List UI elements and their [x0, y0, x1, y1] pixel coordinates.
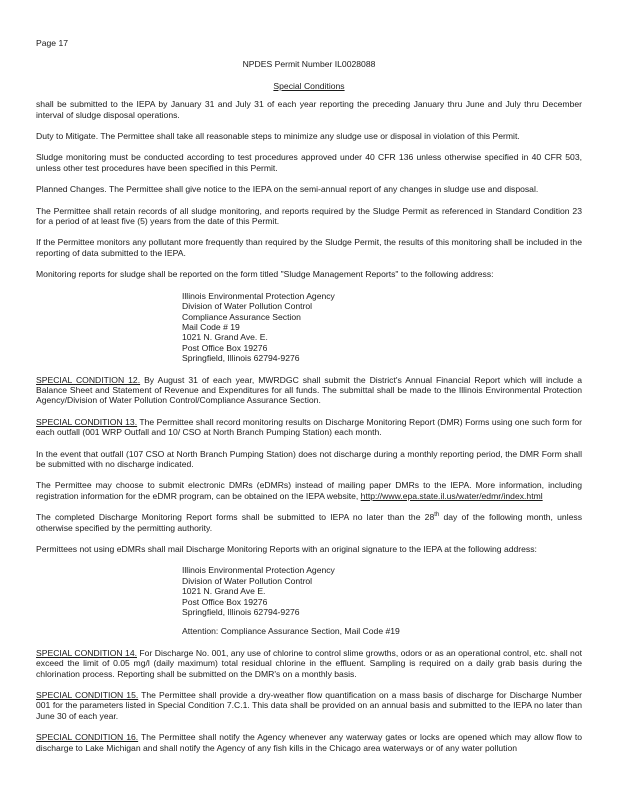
attention-line: Attention: Compliance Assurance Section, Mail Code #19 — [182, 626, 400, 637]
special-condition-14-label: SPECIAL CONDITION 14. — [36, 647, 137, 658]
special-condition-12-text: By August 31 of each year, MWRDGC shall submit the District's Annual Financial Report which will include a Balance Sheet and Statement of Revenue and Expenditures for all funds. The submittal shall be made to the Illinois Environmental Protection Agency/Division of Water Pollution Control/Compliance Assurance Section. — [36, 374, 582, 406]
special-condition-14 — [36, 648, 582, 679]
paragraph-mail-dmr: Permittees not using eDMRs shall mail Discharge Monitoring Reports with an original signature to the IEPA at the following address: — [36, 544, 537, 554]
address-line: Illinois Environmental Protection Agency — [182, 290, 335, 301]
paragraph-extra-monitoring: If the Permittee monitors any pollutant more frequently than required by the Sludge Permit, the results of this monitoring shall be included in the reporting of data submitted to the IEPA. — [36, 237, 582, 258]
special-condition-16-text: The Permittee shall notify the Agency whenever any waterway gates or locks are opened which may allow flow to discharge to Lake Michigan and shall notify the Agency of any fish kills in the Chicago area waterways or of any water pollution — [36, 732, 582, 753]
dmr-deadline-text-b: day of the following month, unless otherwise specified by the permitting authority. — [36, 512, 582, 533]
special-condition-13 — [36, 417, 582, 438]
address-line: 1021 N. Grand Ave E. — [182, 586, 266, 597]
special-condition-15 — [36, 690, 582, 721]
paragraph-duty-to-mitigate: Duty to Mitigate. The Permittee shall take all reasonable steps to minimize any sludge use or disposal in violation of this Permit. — [36, 131, 520, 142]
address-line: Division of Water Pollution Control — [182, 575, 313, 586]
permit-title: NPDES Permit Number IL0028088 — [242, 59, 376, 70]
address-line: Springfield, Illinois 62794-9276 — [182, 607, 300, 618]
special-condition-15-text: The Permittee shall provide a dry-weather flow quantification on a mass basis of discharge for Discharge Number 001 for the parameters listed in Special Condition 7.C.1. This data shall be provided on an annual basis and submitted to the IEPA no later than June 30 of each year. — [36, 690, 582, 721]
paragraph-monitoring-reports: Monitoring reports for sludge shall be reported on the form titled "Sludge Management Reports" to the following address: — [36, 269, 494, 280]
ordinal-suffix: th — [434, 512, 440, 519]
address-line: Compliance Assurance Section — [182, 311, 301, 322]
paragraph-sludge-report-schedule: shall be submitted to the IEPA by January 31 and July 31 of each year reporting the preceding January thru June and July thru December interval of sludge disposal operations. — [36, 99, 582, 120]
paragraph-dmr-deadline — [36, 512, 582, 533]
address-line: Springfield, Illinois 62794-9276 — [182, 353, 300, 364]
special-condition-16 — [36, 732, 582, 753]
special-condition-12 — [36, 375, 582, 406]
special-condition-13-label: SPECIAL CONDITION 13. — [36, 416, 138, 427]
special-condition-13-text: The Permittee shall record monitoring results on Discharge Monitoring Report (DMR) Forms using one such form for each outfall (001 WRP Outfall and 10/ CSO at North Branch Pumping Station) each month. — [36, 416, 583, 438]
address-line: 1021 N. Grand Ave. E. — [182, 332, 268, 343]
page-number: Page 17 — [36, 38, 69, 48]
address-line: Division of Water Pollution Control — [182, 301, 313, 312]
special-condition-15-label: SPECIAL CONDITION 15. — [36, 690, 139, 701]
paragraph-record-retention: The Permittee shall retain records of all sludge monitoring, and reports required by the Sludge Permit as referenced in Standard Condition 23 for a period of at least five (5) years from the date of this Permit. — [36, 205, 582, 227]
address-line: Post Office Box 19276 — [182, 596, 268, 607]
paragraph-edmr — [36, 480, 582, 501]
mailing-address-dmr — [182, 565, 582, 617]
address-line: Mail Code # 19 — [182, 321, 240, 332]
paragraph-planned-changes: Planned Changes. The Permittee shall give notice to the IEPA on the semi-annual report of any changes in sludge use and disposal. — [36, 184, 539, 195]
address-line: Post Office Box 19276 — [182, 342, 268, 353]
special-condition-12-label: SPECIAL CONDITION 12. — [36, 374, 141, 385]
special-condition-16-label: SPECIAL CONDITION 16. — [36, 732, 139, 743]
edmr-website-link[interactable]: http://www.epa.state.il.us/water/edmr/index.html — [360, 490, 543, 501]
section-title: Special Conditions — [273, 80, 345, 91]
edmr-text: The Permittee may choose to submit electronic DMRs (eDMRs) instead of mailing paper DMRs to the IEPA. More information, including registration information for the eDMR program, can be obtained on the IEPA website, — [36, 480, 582, 501]
special-condition-14-text: For Discharge No. 001, any use of chlorine to control slime growths, odors or as an operational control, etc. shall not exceed the limit of 0.05 mg/l (daily maximum) total residual chlorine in the effluent. Sampling is required on a daily grab basis during the chlorination process. Reporting shall be submitted on the DMR's on a monthly basis. — [36, 647, 582, 679]
address-line: Illinois Environmental Protection Agency — [182, 565, 335, 576]
mailing-address-sludge — [182, 291, 582, 364]
document-page — [36, 38, 582, 764]
dmr-deadline-text-a: The completed Discharge Monitoring Report forms shall be submitted to IEPA no later than the 28 — [36, 512, 435, 523]
paragraph-no-discharge: In the event that outfall (107 CSO at North Branch Pumping Station) does not discharge during a monthly reporting period, the DMR Form shall be submitted with no discharge indicated. — [36, 448, 582, 469]
paragraph-sludge-monitoring: Sludge monitoring must be conducted according to test procedures approved under 40 CFR 136 unless otherwise specified in 40 CFR 503, unless other test procedures have been specified in this Permit. — [36, 152, 582, 173]
